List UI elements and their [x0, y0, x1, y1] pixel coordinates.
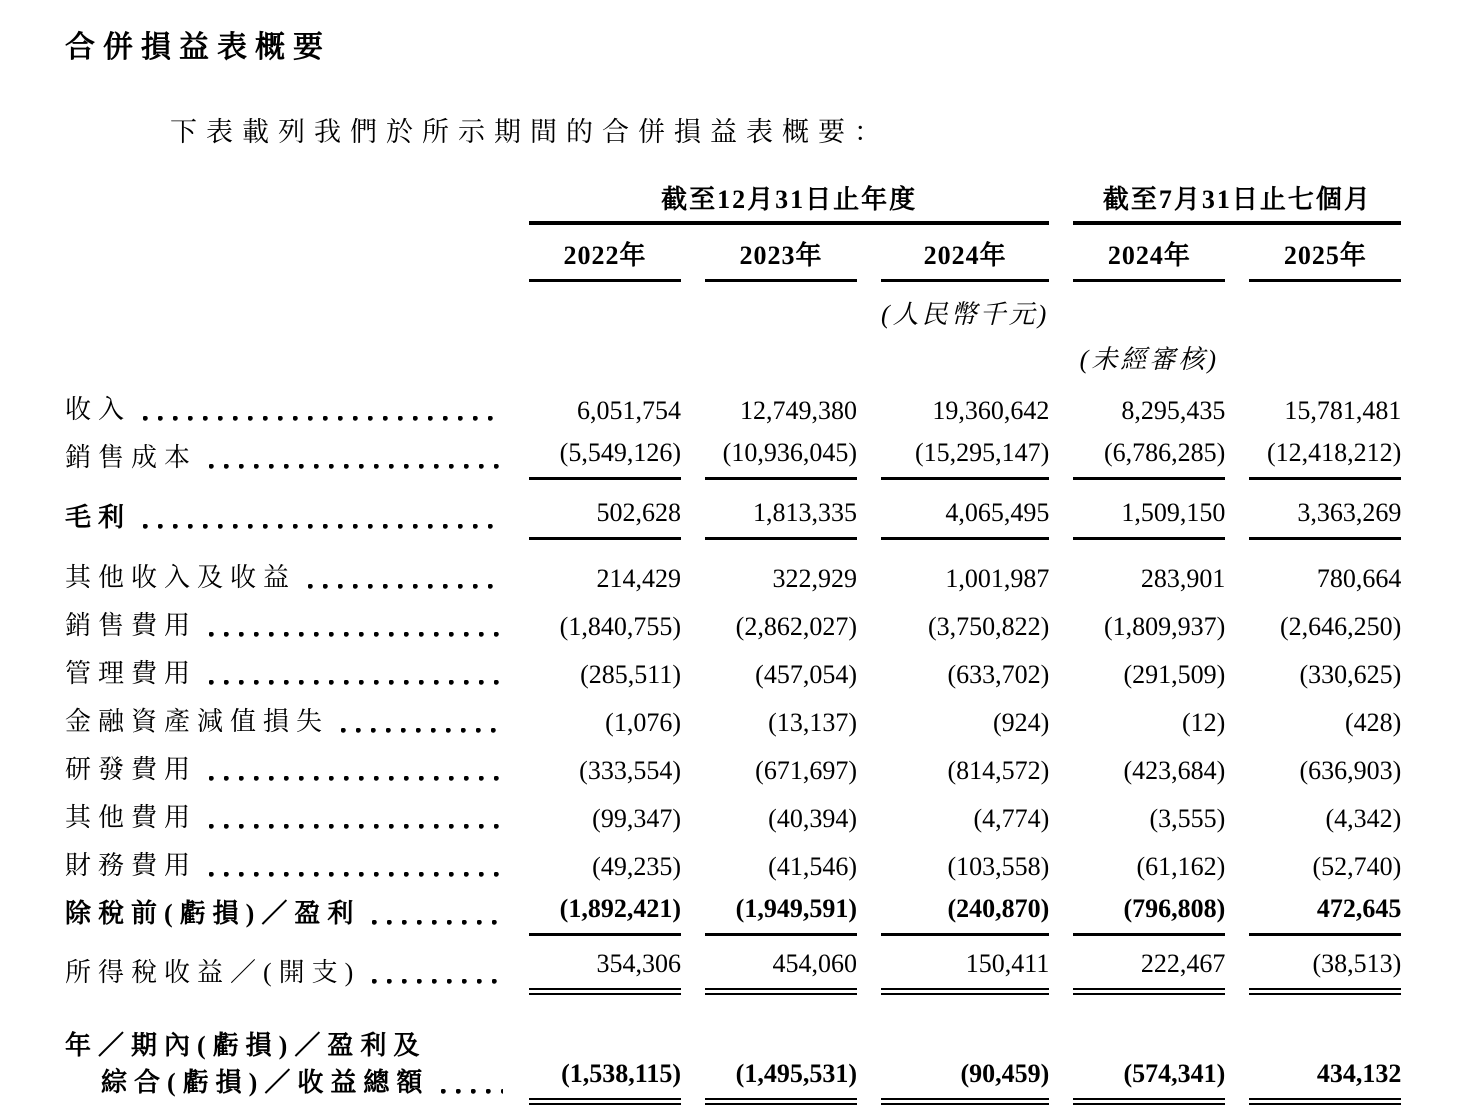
- cell-2024: (633,702): [947, 660, 1050, 689]
- table-row: [65, 840, 1401, 888]
- row-label: 銷售費用: [65, 611, 198, 640]
- row-label: 除稅前(虧損)／盈利: [65, 899, 361, 928]
- cell-2025-7m: 15,781,481: [1284, 396, 1402, 425]
- income-statement-table: [41, 179, 1425, 1105]
- period-group-seven-months: 截至7月31日止七個月: [1073, 179, 1401, 225]
- row-label: 管理費用: [65, 659, 198, 688]
- dot-leader: [341, 701, 503, 733]
- cell-2023: (2,862,027): [735, 612, 857, 641]
- period-group-annual: 截至12月31日止年度: [529, 179, 1049, 225]
- dot-leader: [441, 1062, 503, 1094]
- row-label: 所得稅收益／(開支): [65, 958, 361, 987]
- row-label-cell: [65, 744, 505, 792]
- table-row: [65, 888, 1401, 936]
- cell-2024-7m: 222,467: [1073, 936, 1225, 995]
- table-row: [65, 792, 1401, 840]
- cell-2024-7m: (796,808): [1073, 888, 1225, 936]
- dot-leader: [308, 557, 503, 589]
- cell-2025-7m: (636,903): [1299, 756, 1402, 785]
- cell-2022: 6,051,754: [577, 396, 681, 425]
- cell-2024: (4,774): [973, 804, 1050, 833]
- year-header-2025-7m: 2025年: [1249, 225, 1401, 282]
- cell-2023: (41,546): [768, 852, 857, 881]
- cell-2025-7m: (4,342): [1325, 804, 1402, 833]
- year-header-2024-7m: 2024年: [1073, 225, 1225, 282]
- cell-2022: (333,554): [579, 756, 681, 785]
- cell-2022: (5,549,126): [529, 432, 681, 480]
- cell-2025-7m: (428): [1345, 708, 1402, 737]
- cell-2024: (814,572): [947, 756, 1050, 785]
- cell-2022: 502,628: [529, 480, 681, 540]
- cell-2023: 1,813,335: [705, 480, 857, 540]
- year-header-2024: 2024年: [881, 225, 1049, 282]
- cell-2022: 214,429: [596, 564, 681, 593]
- cell-2025-7m: 780,664: [1316, 564, 1402, 593]
- cell-2023: 12,749,380: [740, 396, 857, 425]
- cell-2025-7m: (52,740): [1312, 852, 1402, 881]
- row-label-cell: [65, 888, 505, 936]
- cell-2024: 19,360,642: [932, 396, 1050, 425]
- intro-text: 下表載列我們於所示期間的合併損益表概要：: [170, 117, 890, 147]
- row-label-cell: [65, 792, 505, 840]
- table-row: [65, 995, 1401, 1105]
- cell-2024: (90,459): [881, 995, 1049, 1105]
- row-label-cell: [65, 648, 505, 696]
- cell-2022: 354,306: [529, 936, 681, 995]
- cell-2024: (15,295,147): [881, 432, 1049, 480]
- dot-leader: [209, 437, 503, 469]
- cell-2024: 1,001,987: [945, 564, 1050, 593]
- cell-2025-7m: (2,646,250): [1280, 612, 1402, 641]
- row-label-cell: [65, 432, 505, 480]
- cell-2023: (1,495,531): [705, 995, 857, 1105]
- cell-2024-7m: (1,809,937): [1104, 612, 1226, 641]
- year-header-2022: 2022年: [529, 225, 681, 282]
- table-row: [65, 936, 1401, 995]
- row-label: 其他費用: [65, 803, 198, 832]
- cell-2022: (285,511): [580, 660, 681, 689]
- cell-2024: (924): [993, 708, 1050, 737]
- page-title: 合併損益表概要: [65, 31, 331, 64]
- table-row: [65, 432, 1401, 480]
- unit-note-row: [65, 282, 1401, 331]
- table-row: [65, 480, 1401, 540]
- cell-2022: (49,235): [592, 852, 681, 881]
- row-label-cell: [65, 995, 505, 1105]
- cell-2023: 454,060: [705, 936, 857, 995]
- row-label: 銷售成本: [65, 443, 198, 472]
- cell-2023: (40,394): [768, 804, 857, 833]
- dot-leader: [372, 893, 503, 925]
- period-group-row: [65, 179, 1401, 225]
- cell-2022: (99,347): [592, 804, 681, 833]
- table-row: [65, 540, 1401, 600]
- dot-leader: [209, 749, 503, 781]
- cell-2025-7m: (330,625): [1299, 660, 1402, 689]
- dot-leader: [209, 605, 503, 637]
- cell-2024-7m: 1,509,150: [1073, 480, 1225, 540]
- cell-2024-7m: (12): [1182, 708, 1226, 737]
- cell-2023: (13,137): [768, 708, 857, 737]
- unaudited-note: (未經審核): [1079, 345, 1219, 374]
- cell-2024: 150,411: [881, 936, 1049, 995]
- cell-2022: (1,840,755): [559, 612, 681, 641]
- cell-2024-7m: 8,295,435: [1121, 396, 1226, 425]
- cell-2022: (1,538,115): [529, 995, 681, 1105]
- row-label: 研發費用: [65, 755, 198, 784]
- dot-leader: [143, 389, 503, 421]
- cell-2025-7m: 3,363,269: [1249, 480, 1401, 540]
- row-label: 財務費用: [65, 851, 198, 880]
- cell-2023: (671,697): [755, 756, 857, 785]
- row-label-cell: [65, 600, 505, 648]
- row-label-cell: [65, 540, 505, 600]
- dot-leader: [143, 497, 503, 529]
- row-label: 金融資產減值損失: [65, 707, 330, 736]
- row-label-cell: [65, 384, 505, 432]
- cell-2023: (1,949,591): [705, 888, 857, 936]
- cell-2024-7m: (291,509): [1123, 660, 1226, 689]
- cell-2024-7m: (6,786,285): [1073, 432, 1225, 480]
- row-label-cell: [65, 696, 505, 744]
- cell-2025-7m: (38,513): [1249, 936, 1401, 995]
- cell-2025-7m: 434,132: [1249, 995, 1401, 1105]
- cell-2023: (10,936,045): [705, 432, 857, 480]
- row-label: 年／期內(虧損)／盈利及: [65, 1031, 427, 1060]
- row-label: 毛利: [65, 503, 132, 532]
- cell-2024-7m: (61,162): [1136, 852, 1226, 881]
- cell-2024: 4,065,495: [881, 480, 1049, 540]
- table-row: [65, 696, 1401, 744]
- dot-leader: [209, 653, 503, 685]
- row-label-cell: [65, 840, 505, 888]
- cell-2024-7m: 283,901: [1140, 564, 1226, 593]
- currency-unit-note: (人民幣千元): [880, 300, 1050, 329]
- cell-2023: (457,054): [755, 660, 857, 689]
- row-label: 綜合(虧損)／收益總額: [101, 1068, 430, 1097]
- row-label: 收入: [65, 395, 132, 424]
- cell-2023: 322,929: [772, 564, 857, 593]
- dot-leader: [209, 797, 503, 829]
- dot-leader: [372, 952, 503, 984]
- table-row: [65, 384, 1401, 432]
- dot-leader: [209, 845, 503, 877]
- row-label-cell: [65, 936, 505, 995]
- table-row: [65, 648, 1401, 696]
- cell-2022: (1,892,421): [529, 888, 681, 936]
- cell-2024: (240,870): [881, 888, 1049, 936]
- row-label: 其他收入及收益: [65, 563, 297, 592]
- cell-2024-7m: (574,341): [1073, 995, 1225, 1105]
- cell-2024: (103,558): [947, 852, 1050, 881]
- cell-2024: (3,750,822): [928, 612, 1050, 641]
- year-header-2023: 2023年: [705, 225, 857, 282]
- year-header-row: [65, 225, 1401, 282]
- cell-2025-7m: 472,645: [1249, 888, 1401, 936]
- cell-2025-7m: (12,418,212): [1249, 432, 1401, 480]
- table-row: [65, 600, 1401, 648]
- row-label-cell: [65, 480, 505, 540]
- table-row: [65, 744, 1401, 792]
- unaudited-note-row: [65, 331, 1401, 384]
- cell-2024-7m: (423,684): [1123, 756, 1226, 785]
- cell-2024-7m: (3,555): [1149, 804, 1226, 833]
- cell-2022: (1,076): [605, 708, 681, 737]
